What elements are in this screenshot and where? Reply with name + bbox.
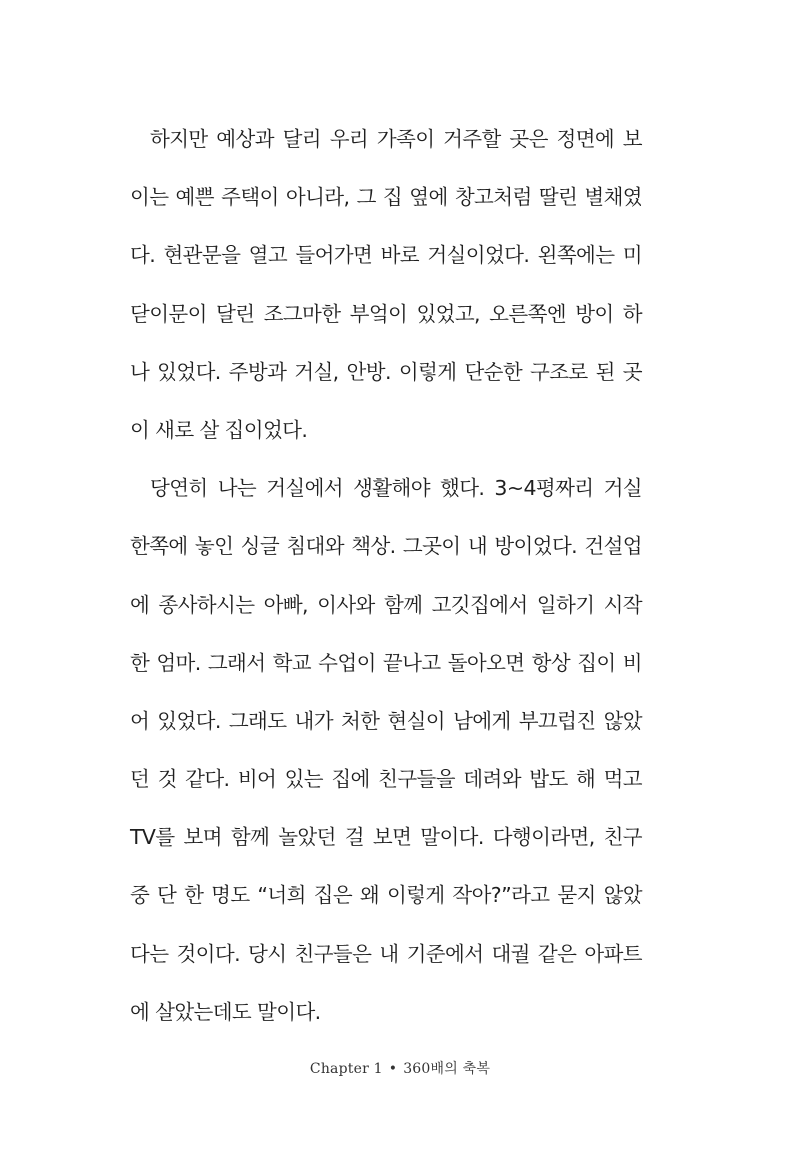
paragraph-2-line-3: 에 종사하시는 아빠, 이사와 함께 고깃집에서 일하기 시작: [130, 592, 642, 617]
paragraph-2-line-4: 한 엄마. 그래서 학교 수업이 끝나고 돌아오면 항상 집이 비: [130, 650, 642, 675]
paragraph-1-line-6: 이 새로 살 집이었다.: [130, 417, 308, 442]
paragraph-2-line-6: 던 것 같다. 비어 있는 집에 친구들을 데려와 밥도 해 먹고: [130, 767, 642, 792]
footer-separator: •: [388, 1061, 398, 1077]
footer-chapter: Chapter 1: [309, 1061, 383, 1077]
paragraph-2-line-8: 중 단 한 명도 “너희 집은 왜 이렇게 작아?”라고 묻지 않았: [130, 883, 642, 908]
paragraph-1-line-2: 이는 예쁜 주택이 아니라, 그 집 옆에 창고처럼 딸린 별채였: [130, 185, 642, 210]
paragraph-2-line-7: TV를 보며 함께 놀았던 걸 보면 말이다. 다행이라면, 친구: [130, 825, 642, 850]
paragraph-1-line-1: 하지만 예상과 달리 우리 가족이 거주할 곳은 정면에 보: [150, 127, 642, 151]
paragraph-2-line-10: 에 살았는데도 말이다.: [130, 999, 321, 1024]
paragraph-1-line-3: 다. 현관문을 열고 들어가면 바로 거실이었다. 왼쪽에는 미: [130, 243, 642, 268]
paragraph-2-line-1: 당연히 나는 거실에서 생활해야 했다. 3~4평짜리 거실: [150, 476, 642, 501]
paragraph-2-line-2: 한쪽에 놓인 싱글 침대와 책상. 그곳이 내 방이었다. 건설업: [130, 534, 642, 559]
paragraph-2-line-5: 어 있었다. 그래도 내가 처한 현실이 남에게 부끄럽진 않았: [130, 708, 642, 733]
paragraph-1-line-5: 나 있었다. 주방과 거실, 안방. 이렇게 단순한 구조로 된 곳: [130, 359, 642, 384]
body-text: [130, 110, 642, 1041]
page-footer: [0, 1058, 800, 1078]
paragraph-2-line-9: 다는 것이다. 당시 친구들은 내 기준에서 대궐 같은 아파트: [130, 941, 642, 966]
paragraph-1-line-4: 닫이문이 달린 조그마한 부엌이 있었고, 오른쪽엔 방이 하: [130, 301, 642, 326]
footer-title: 360배의 축복: [403, 1061, 491, 1077]
